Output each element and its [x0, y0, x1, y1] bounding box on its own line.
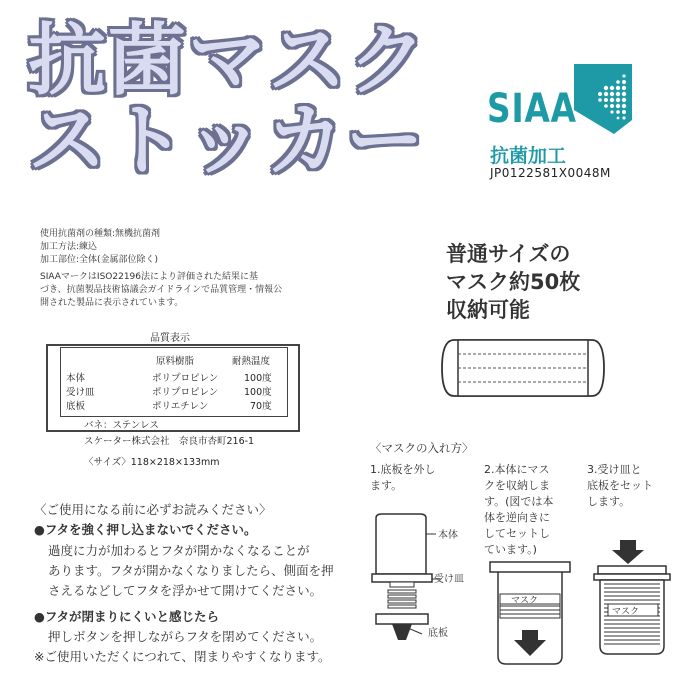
quality-header-resin: 原料樹脂 [156, 356, 195, 367]
step2-illustration [484, 560, 576, 670]
step2-line: 2.本体にマス [484, 463, 550, 476]
howto-title: 〈マスクの入れ方〉 [370, 441, 474, 455]
usage-header: 〈ご使用になる前に必ずお読みください〉 [34, 502, 272, 517]
siaa-label: 抗菌加工 [490, 145, 567, 167]
step3-illustration [592, 538, 672, 658]
label-tray: 受け皿 [434, 574, 464, 585]
usage-item1-line: あります。フタが開かなくなりましたら、側面を押 [48, 563, 334, 578]
step2-line: 体を逆向きに [484, 511, 550, 524]
step2-line: す。(図では本 [484, 495, 554, 508]
capacity-line-3: 収納可能 [446, 298, 530, 322]
quality-row-resin: ポリプロピレン [152, 387, 219, 398]
step1-line: 1.底板を外し [370, 463, 436, 476]
spec-note-3: 開された製品に表示されています。 [40, 298, 184, 308]
step3-line: 底板をセット [587, 479, 653, 492]
quality-row-temp: 100度 [244, 373, 272, 384]
mask-illustration [440, 330, 606, 406]
usage-item2-title: ●フタが閉まりにくいと感じたら [34, 609, 220, 624]
step2-line: してセットし [484, 527, 550, 540]
quality-row-temp: 70度 [250, 401, 272, 412]
capacity-line-2: マスク約50枚 [446, 270, 581, 294]
spec-note-1: SIAAマークはISO22196法により評価された結果に基 [40, 272, 259, 282]
quality-company: スケーター株式会社 奈良市杏町216-1 [84, 436, 255, 447]
quality-row-resin: ポリプロピレン [152, 373, 219, 384]
capacity-line-1: 普通サイズの [446, 242, 571, 266]
step2-line: クを収納しま [484, 479, 550, 492]
usage-item1-title: ●フタを強く押し込まないでください。 [34, 522, 257, 537]
quality-spring: バネ：ステンレス [84, 420, 159, 431]
label-body: 本体 [438, 530, 458, 541]
step2-line: ています。) [484, 543, 537, 556]
usage-item1-line: さえるなどしてフタを浮かせて開けてください。 [48, 583, 323, 598]
quality-title: 品質表示 [150, 333, 190, 344]
spec-part: 加工部位:全体(金属部位除く) [40, 255, 159, 265]
spec-agent: 使用抗菌剤の種類:無機抗菌剤 [40, 229, 161, 239]
quality-row-resin: ポリエチレン [152, 401, 209, 412]
usage-item1-line: 過度に力が加わるとフタが開かなくなることが [48, 543, 310, 558]
label-mask-step3: マスク [612, 607, 640, 617]
label-base: 底板 [428, 628, 448, 639]
quality-row-part: 受け皿 [66, 387, 95, 398]
usage-item2-line: 押しボタンを押しながらフタを閉めてください。 [48, 629, 323, 644]
step3-line: 3.受け皿と [587, 463, 642, 476]
step1-line: ます。 [370, 479, 403, 492]
spec-method: 加工方法:練込 [40, 242, 98, 252]
siaa-wordmark: SIAA [487, 86, 577, 132]
spec-note-2: づき、抗菌製品技術協議会ガイドラインで品質管理・情報公 [40, 285, 283, 295]
quality-row-temp: 100度 [244, 387, 272, 398]
siaa-logo-mark-icon [574, 64, 632, 134]
label-mask-step2: マスク [511, 596, 539, 606]
step3-line: します。 [587, 495, 631, 508]
title-line-2: ストッカー [28, 96, 426, 186]
quality-header-temp: 耐熱温度 [232, 356, 271, 367]
quality-size: 〈サイズ〉118×218×133mm [84, 457, 220, 468]
usage-item2-note: ※ご使用いただくにつれて、閉まりやすくなります。 [34, 649, 331, 664]
quality-row-part: 底板 [66, 401, 86, 412]
quality-row-part: 本体 [66, 373, 86, 384]
siaa-code: JP0122581X0048M [490, 166, 611, 180]
title-line-1: 抗菌マスク [28, 16, 429, 106]
